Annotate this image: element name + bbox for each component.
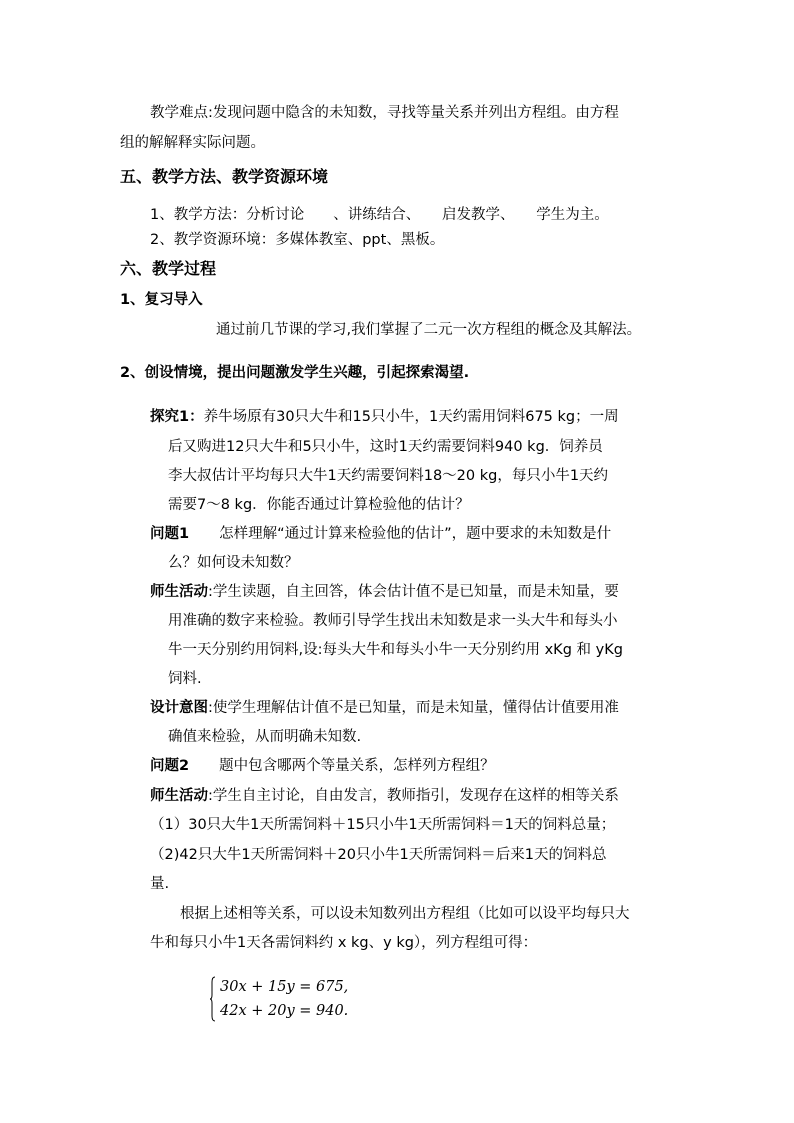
activity-1-line-2: 用准确的数字来检验。教师引导学生找出未知数是求一头大牛和每头小 — [168, 613, 618, 629]
relation-2-line-1: （2)42只大牛1天所需饲料＋20只小牛1天所需饲料＝后来1天的饲料总 — [150, 847, 607, 863]
question-2-text: 题中包含哪两个等量关系，怎样列方程组？ — [219, 758, 495, 774]
equation-2: 42x + 20y = 940. — [220, 1003, 349, 1019]
review-text: 通过前几节课的学习,我们掌握了二元一次方程组的概念及其解法。 — [216, 322, 642, 338]
design-intent-label: 设计意图 — [150, 700, 208, 716]
question-1-line-2: 么？如何设未知数？ — [168, 555, 299, 571]
difficulty-line-1: 教学难点:发现问题中隐含的未知数，寻找等量关系并列出方程组。由方程 — [150, 105, 619, 121]
explore-1-line-2: 后又购进12只大牛和5只小牛，这时1天约需要饲料940 kg．饲养员 — [168, 439, 603, 455]
relation-2-line-2: 量. — [150, 876, 170, 892]
activity-2-line-1 — [150, 786, 619, 806]
question-2-label: 问题2 — [150, 758, 190, 774]
equation-intro-line-1: 根据上述相等关系，可以设未知数列出方程组（比如可以设平均每只大 — [180, 906, 630, 922]
question-1-label: 问题1 — [150, 526, 190, 542]
section-5-heading: 五、教学方法、教学资源环境 — [120, 167, 329, 186]
difficulty-line-2: 组的解解释实际问题。 — [120, 135, 265, 151]
design-intent-line-2: 确值来检验，从而明确未知数. — [168, 729, 362, 745]
equation-intro-line-2: 牛和每只小牛1天各需饲料约 x kg、y kg），列方程组可得： — [150, 935, 538, 951]
relation-1: （1）30只大牛1天所需饲料＋15只小牛1天所需饲料＝1天的饲料总量； — [150, 817, 616, 833]
explore-label: 探究1： — [150, 409, 204, 425]
activity-2-label: 师生活动 — [150, 788, 208, 804]
system-brace-icon — [210, 976, 215, 1022]
activity-1-line-3: 牛一天分别约用饲料,设:每头大牛和每头小牛一天分别约用 xKg 和 yKg — [168, 642, 623, 658]
question-2-line — [150, 756, 495, 776]
teaching-method-item: 1、教学方法：分析讨论 、讲练结合、 启发教学、 学生为主。 — [150, 207, 609, 223]
question-1-text: 怎样理解“通过计算来检验他的估计”，题中要求的未知数是什 — [219, 526, 612, 542]
teaching-resource-item: 2、教学资源环境：多媒体教室、ppt、黑板。 — [150, 232, 445, 248]
question-1-line-1 — [150, 524, 611, 544]
activity-2-text: :学生自主讨论，自由发言，教师指引，发现存在这样的相等关系 — [208, 788, 619, 804]
explore-1-line-1 — [150, 407, 619, 427]
explore-text: 养牛场原有30只大牛和15只小牛，1天约需用饲料675 kg；一周 — [203, 409, 619, 425]
explore-1-line-4: 需要7～8 kg．你能否通过计算检验他的估计？ — [168, 497, 470, 513]
equation-1: 30x + 15y = 675, — [220, 979, 349, 995]
explore-1-line-3: 李大叔估计平均每只大牛1天约需要饲料18～20 kg，每只小牛1天约 — [168, 468, 609, 484]
subsection-scenario-heading: 2、创设情境，提出问题激发学生兴趣，引起探索渴望. — [120, 365, 470, 381]
section-6-heading: 六、教学过程 — [120, 259, 217, 278]
design-intent-text: :使学生理解估计值不是已知量，而是未知量，懂得估计值要用准 — [208, 700, 619, 716]
design-intent-line-1 — [150, 698, 619, 718]
subsection-review-heading: 1、复习导入 — [120, 292, 203, 308]
activity-1-text: :学生读题，自主回答，体会估计值不是已知量，而是未知量，要 — [208, 584, 619, 600]
activity-1-label: 师生活动 — [150, 584, 208, 600]
activity-1-line-4: 饲料. — [168, 671, 202, 687]
activity-1-line-1 — [150, 582, 619, 602]
